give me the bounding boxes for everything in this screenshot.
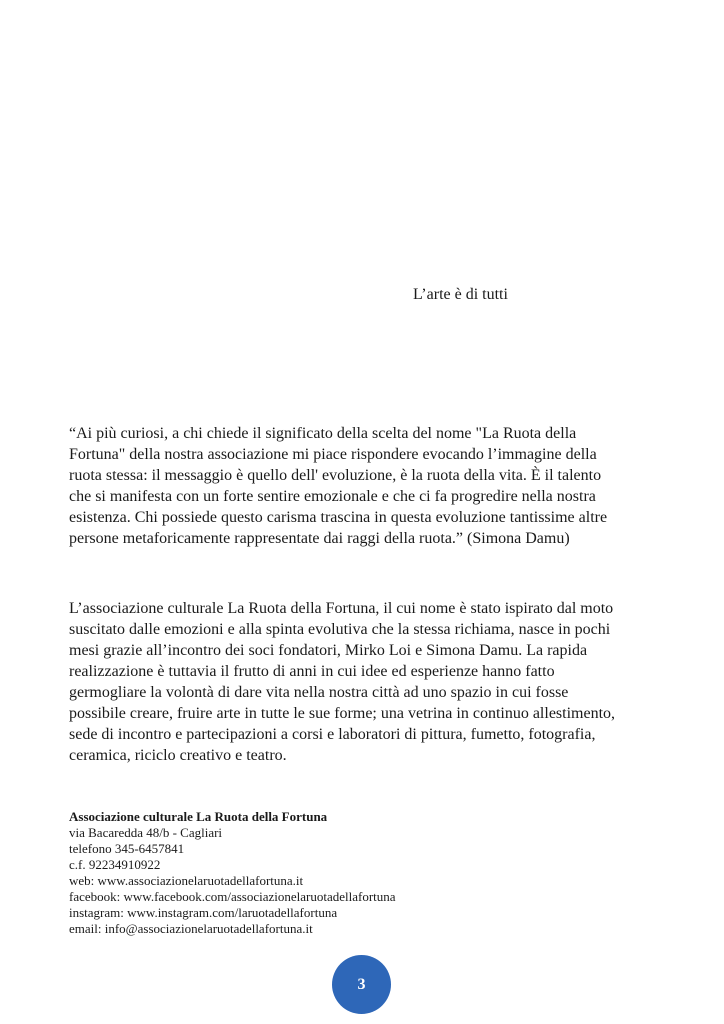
quote-line: che si manifesta con un forte sentire emozionale e che ci fa progredire nella nostra: [69, 488, 596, 505]
quote-line: “Ai più curiosi, a chi chiede il significato della scelta del nome "La Ruota della: [69, 425, 577, 442]
email-line: email: info@associazionelaruotadellafortuna.it: [69, 921, 313, 936]
history-line: germogliare la volontà di dare vita nella nostra città ad uno spazio in cui fosse: [69, 684, 569, 701]
history-line: L’associazione culturale La Ruota della Fortuna, il cui nome è stato ispirato dal moto: [69, 600, 614, 617]
contact-block: [69, 809, 396, 937]
organization-name: Associazione culturale La Ruota della Fortuna: [69, 809, 328, 824]
history-line: possibile creare, fruire arte in tutte le sue forme; una vetrina in continuo allestimento,: [69, 705, 616, 722]
history-line: suscitato dalle emozioni e alla spinta evolutiva che la stessa richiama, nasce in pochi: [69, 621, 611, 638]
quote-line: persone metaforicamente rappresentate dai raggi della ruota.” (Simona Damu): [69, 530, 570, 547]
quote-line: Fortuna" della nostra associazione mi piace rispondere evocando l’immagine della: [69, 446, 597, 463]
facebook-line: facebook: www.facebook.com/associazionelaruotadellafortuna: [69, 889, 396, 904]
instagram-line: instagram: www.instagram.com/laruotadellafortuna: [69, 905, 338, 920]
history-line: mesi grazie all’incontro dei soci fondatori, Mirko Loi e Simona Damu. La rapida: [69, 642, 588, 659]
quote-line: esistenza. Chi possiede questo carisma trascina in questa evoluzione tantissime altre: [69, 509, 608, 526]
quote-line: ruota stessa: il messaggio è quello dell' evoluzione, è la ruota della vita. È il talento: [69, 467, 602, 484]
history-line: sede di incontro e partecipazioni a corsi e laboratori di pittura, fumetto, fotografia,: [69, 726, 596, 743]
web-line: web: www.associazionelaruotadellafortuna.it: [69, 873, 304, 888]
address-line: via Bacaredda 48/b - Cagliari: [69, 825, 223, 840]
page-number: 3: [357, 975, 366, 993]
page-number-badge: [332, 955, 391, 1014]
motto-heading: L’arte è di tutti: [413, 286, 508, 303]
association-history-paragraph: [69, 598, 615, 766]
founder-quote: [69, 423, 607, 549]
history-line: realizzazione è tuttavia il frutto di anni in cui idee ed esperienze hanno fatto: [69, 663, 555, 680]
tax-code-line: c.f. 92234910922: [69, 857, 161, 872]
history-line: ceramica, riciclo creativo e teatro.: [69, 747, 287, 764]
phone-line: telefono 345-6457841: [69, 841, 185, 856]
